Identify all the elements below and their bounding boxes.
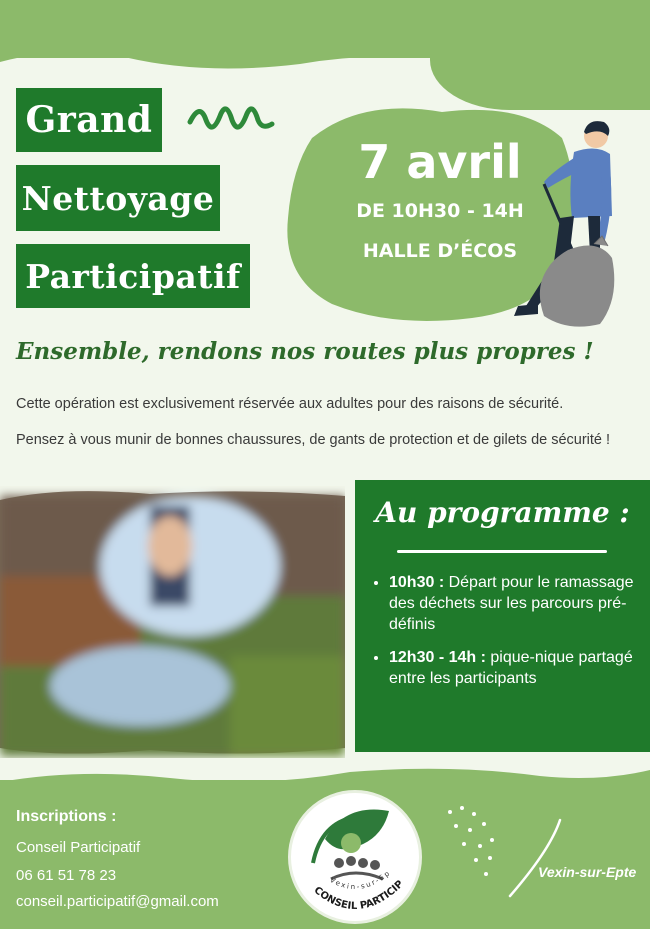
dots-decoration	[440, 800, 570, 900]
programme-underline	[397, 550, 607, 553]
programme-item-time: 12h30 - 14h :	[389, 649, 486, 666]
programme-item-time: 10h30 :	[389, 574, 445, 591]
logo-arc-text: Vexin-sur-Ep	[328, 868, 393, 892]
inscriptions-email[interactable]: conseil.participatif@gmail.com	[16, 893, 219, 910]
safety-notice: Cette opération est exclusivement réservée aux adultes pour des raisons de sécurité.	[16, 396, 564, 412]
programme-item-text: Départ pour le ramassage des déchets sur les parcours pré-définis	[389, 574, 634, 633]
programme-item	[389, 647, 650, 689]
event-date: 7 avril	[358, 135, 522, 189]
programme-list	[367, 572, 650, 701]
programme-item-text: pique-nique partagé entre les participants	[389, 649, 633, 687]
title-line-1: Grand	[16, 88, 162, 152]
person-with-trash-bag-illustration	[508, 118, 618, 333]
brush-edge-decoration	[0, 40, 650, 90]
event-time: DE 10H30 - 14H	[356, 200, 524, 222]
title-line-3: Participatif	[16, 244, 250, 308]
logo-name: CONSEIL PARTICIP	[311, 879, 406, 913]
slogan: Ensemble, rendons nos routes plus propres !	[16, 338, 594, 365]
programme-title: Au programme :	[375, 496, 630, 529]
conseil-participatif-logo	[288, 790, 422, 924]
programme-item	[389, 572, 650, 635]
litter-photo	[0, 486, 345, 758]
inscriptions-org: Conseil Participatif	[16, 839, 141, 856]
squiggle-decoration	[186, 96, 276, 140]
title-line-2: Nettoyage	[16, 165, 220, 231]
commune-name: Vexin-sur-Epte	[538, 864, 637, 880]
programme-box	[355, 480, 650, 752]
event-place: HALLE D’ÉCOS	[362, 240, 518, 262]
equipment-notice: Pensez à vous munir de bonnes chaussures, de gants de protection et de gilets de sécurité !	[16, 432, 611, 448]
logo-graphic	[291, 793, 419, 921]
inscriptions-title: Inscriptions :	[16, 808, 117, 825]
inscriptions-phone[interactable]: 06 61 51 78 23	[16, 867, 117, 884]
